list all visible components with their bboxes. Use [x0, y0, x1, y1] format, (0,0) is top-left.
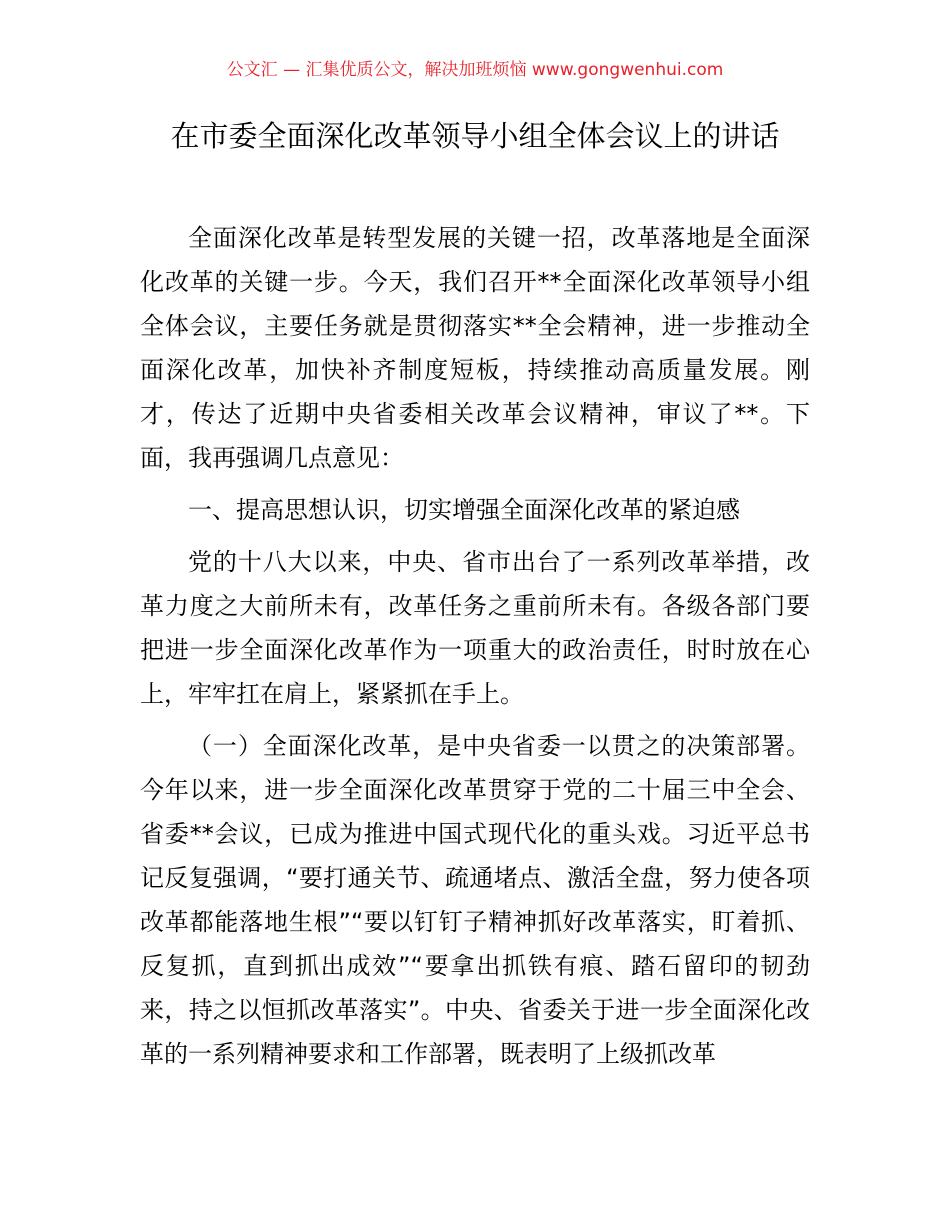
paragraph-section-1: 党的十八大以来，中央、省市出台了一系列改革举措，改革力度之大前所未有，改革任务之重前所未有。各级各部门要把进一步全面深化改革作为一项重大的政治责任，时时放在心上，牢牢扛在肩上，紧紧抓在手上。 [140, 548, 810, 708]
document-body [140, 216, 810, 1084]
page-header-watermark: 公文汇 — 汇集优质公文，解决加班烦恼 www.gongwenhui.com [226, 60, 724, 80]
paragraph-intro: 全面深化改革是转型发展的关键一招，改革落地是全面深化改革的关键一步。今天，我们召开**全面深化改革领导小组全体会议，主要任务就是贯彻落实**全会精神，进一步推动全面深化改革，加快补齐制度短板，持续推动高质量发展。刚才，传达了近期中央省委相关改革会议精神，审议了**。下面，我再强调几点意见： [140, 224, 810, 472]
section-heading-1: 一、提高思想认识，切实增强全面深化改革的紧迫感 [188, 496, 740, 524]
paragraph-subsection-1: （一）全面深化改革，是中央省委一以贯之的决策部署。今年以来，进一步全面深化改革贯穿于党的二十届三中全会、省委**会议，已成为推进中国式现代化的重头戏。习近平总书记反复强调，“要打通关节、疏通堵点、激活全盘，努力使各项改革都能落地生根”“要以钉钉子精神抓好改革落实，盯着抓、反复抓，直到抓出成效”“要拿出抓铁有痕、踏石留印的韧劲来，持之以恒抓改革落实”。中央、省委关于进一步全面深化改革的一系列精神要求和工作部署，既表明了上级抓改革 [140, 732, 810, 1068]
document-title: 在市委全面深化改革领导小组全体会议上的讲话 [170, 119, 780, 153]
